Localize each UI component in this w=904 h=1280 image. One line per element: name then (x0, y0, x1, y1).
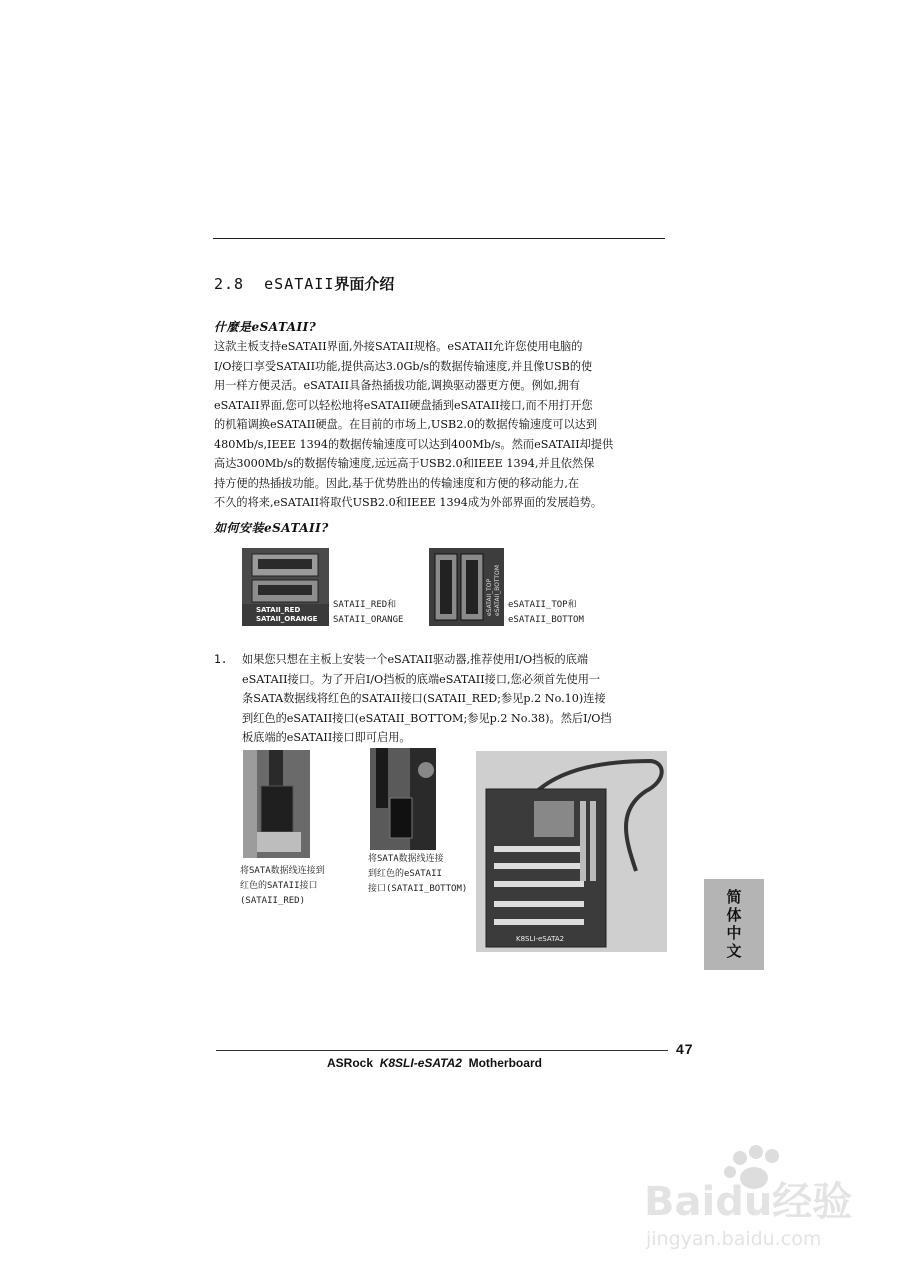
section-title-latin: eSATAII (264, 275, 335, 293)
section-number: 2.8 (214, 275, 245, 293)
how-heading: 如何安装eSATAII? (214, 521, 329, 535)
step-1 (214, 650, 674, 748)
step-line: 板底端的eSATAII接口即可启用。 (242, 731, 411, 744)
section-title-cjk: 界面介绍 (334, 275, 395, 293)
photo-label-bottom: eSATAII_BOTTOM (494, 565, 501, 616)
photo-label-orange: SATAII_ORANGE (256, 615, 318, 623)
watermark-url: jingyan.baidu.com (646, 1228, 822, 1250)
baidu-watermark (640, 1140, 860, 1260)
body-line: 高达3000Mb/s的数据传输速度,远远高于USB2.0和IEEE 1394,并且依然保 (214, 457, 595, 470)
body-line: 不久的将来,eSATAII将取代USB2.0和IEEE 1394成为外部界面的发展趋势。 (214, 496, 603, 509)
body-line: eSATAII界面,您可以轻松地将eSATAII硬盘插到eSATAII接口,而不用打开您 (214, 398, 593, 412)
esata-ports-photo (429, 548, 504, 626)
footer-brand: ASRock (327, 1056, 374, 1070)
footer-suffix: Motherboard (468, 1056, 542, 1070)
what-body (214, 337, 666, 513)
language-tab (704, 879, 764, 970)
motherboard-photo (476, 751, 667, 952)
board-label: K8SLI-eSATA2 (516, 935, 565, 943)
step-line: eSATAII接口。为了开启I/O挡板的底端eSATAII接口,您必须首先使用一 (242, 672, 601, 686)
section-heading (214, 273, 394, 294)
body-line: I/O接口享受SATAII功能,提供高达3.0Gb/s的数据传输速度,并且像USB的使 (214, 359, 593, 373)
body-line: 用一样方便灵活。eSATAII具备热插拔功能,调换驱动器更方便。例如,拥有 (214, 379, 580, 392)
body-line: 480Mb/s,IEEE 1394的数据传输速度可以达到400Mb/s。然而eSATAII却提供 (214, 437, 614, 451)
caption-esata-ports: eSATAII_TOP和 eSATAII_BOTTOM (508, 600, 584, 625)
page-number: 47 (676, 1041, 694, 1057)
footer-model: K8SLI-eSATA2 (379, 1056, 462, 1070)
what-heading: 什麼是eSATAII? (214, 320, 317, 334)
body-line: 这款主板支持eSATAII界面,外接SATAII规格。eSATAII允许您使用电脑的 (214, 340, 583, 353)
caption-cable-to-sata: 将SATA数据线连接到 红色的SATAII接口 (SATAII_RED) (240, 866, 325, 906)
cable-to-sata-photo (243, 750, 310, 858)
step-line: 条SATA数据线将红色的SATAII接口(SATAII_RED;参见p.2 No.10)连接 (242, 692, 606, 705)
footer-rule (216, 1050, 668, 1051)
step-number: 1. (214, 653, 228, 666)
caption-cable-to-esata: 将SATA数据线连接 到红色的eSATAII 接口(SATAII_BOTTOM) (368, 854, 468, 894)
step-line: 如果您只想在主板上安装一个eSATAII驱动器,推荐使用I/O挡板的底端 (242, 653, 589, 666)
footer-text (327, 1056, 542, 1070)
photo-label-red: SATAII_RED (256, 606, 301, 614)
body-line: 的机箱调换eSATAII硬盘。在目前的市场上,USB2.0的数据传输速度可以达到 (214, 418, 598, 431)
language-tab-label: 简体中文 (724, 888, 743, 961)
photo-label-top: eSATAII_TOP (486, 578, 493, 616)
step-line: 到红色的eSATAII接口(eSATAII_BOTTOM;参见p.2 No.38)。然后I/O挡 (242, 711, 612, 725)
watermark-logo: Baidu经验 (644, 1179, 853, 1225)
cable-to-esata-photo (370, 748, 436, 850)
caption-sata-ports: SATAII_RED和 SATAII_ORANGE (333, 600, 404, 625)
body-line: 持方便的热插拔功能。因此,基于优势胜出的传输速度和方便的移动能力,在 (214, 476, 580, 490)
sata-ports-photo (242, 548, 329, 626)
header-rule (213, 238, 665, 239)
